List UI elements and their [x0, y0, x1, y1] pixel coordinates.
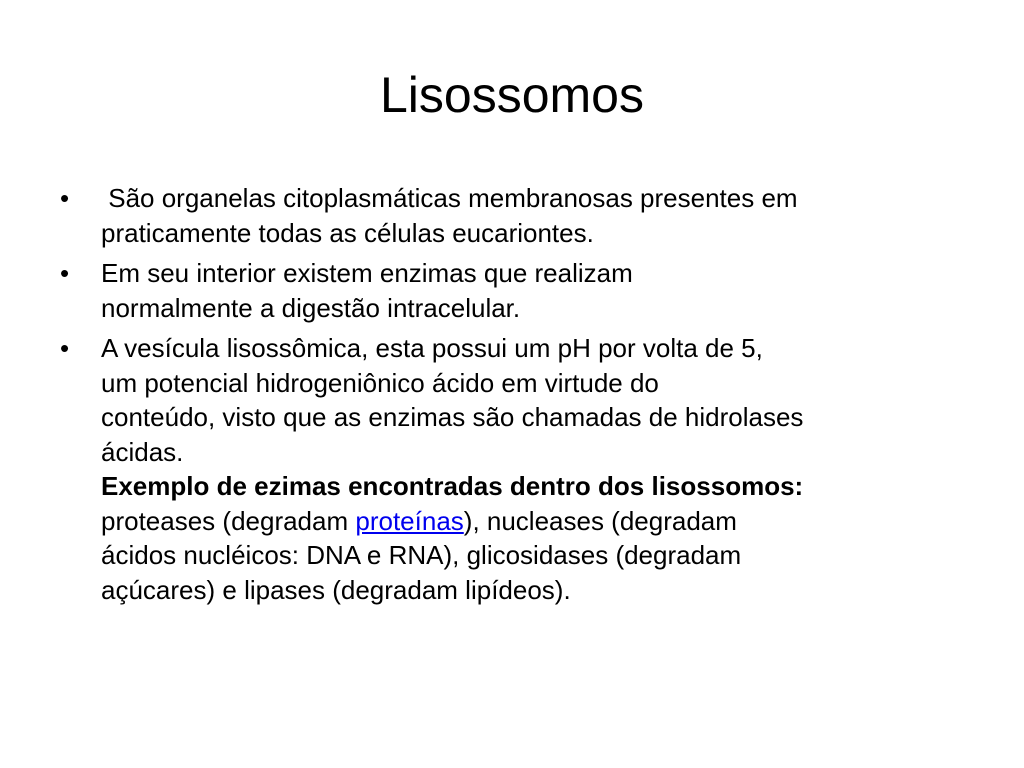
example-line-3: açúcares) e lipases (degradam lipídeos).	[101, 574, 571, 605]
bullet-3-line-4: ácidas.	[101, 436, 184, 467]
example-line-1-after: ), nucleases (degradam	[463, 505, 737, 536]
example-line-1	[101, 504, 972, 539]
bullet-1-line-1: São organelas citoplasmáticas membranosas presentes em	[101, 183, 798, 213]
bullet-item-3	[52, 331, 972, 607]
bullet-list	[52, 181, 972, 613]
bullet-1-line-2: praticamente todas as células eucariontes.	[101, 217, 594, 248]
slide-title: Lisossomos	[380, 67, 644, 123]
proteinas-link[interactable]: proteínas	[355, 505, 464, 536]
bullet-icon: •	[60, 258, 70, 288]
bullet-3-line-2: um potencial hidrogeniônico ácido em virtude do	[101, 367, 659, 398]
bullet-3-line-3: conteúdo, visto que as enzimas são chamadas de hidrolases	[101, 402, 804, 432]
bullet-2-line-1: Em seu interior existem enzimas que realizam	[101, 258, 633, 288]
example-line-2: ácidos nucléicos: DNA e RNA), glicosidases (degradam	[101, 540, 742, 570]
bullet-icon: •	[60, 183, 70, 213]
example-line-1-before: proteases (degradam	[101, 505, 356, 536]
bullet-item-2	[52, 256, 972, 325]
bullet-2-line-2: normalmente a digestão intracelular.	[101, 292, 521, 323]
bullet-3-line-1: A vesícula lisossômica, esta possui um pH por volta de 5,	[101, 333, 763, 363]
bullet-item-1	[52, 181, 972, 250]
bullet-icon: •	[60, 333, 70, 363]
example-heading: Exemplo de ezimas encontradas dentro dos lisossomos:	[101, 471, 804, 501]
